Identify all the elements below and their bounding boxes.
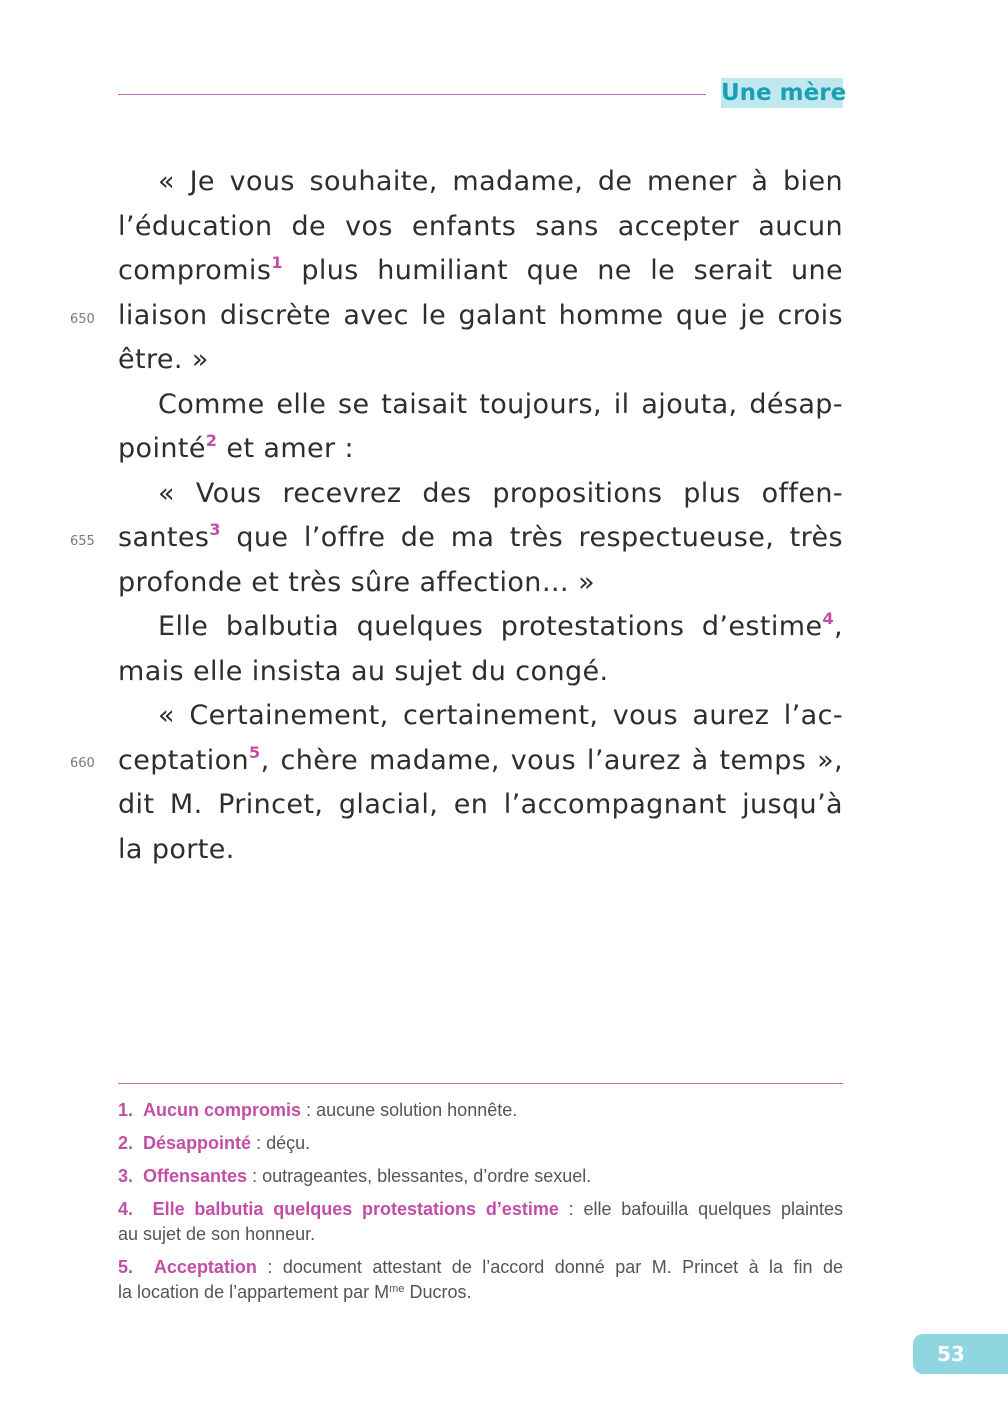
footnotes-rule xyxy=(118,1083,843,1084)
text-line: « Je vous souhaite, madame, de mener à bien xyxy=(158,166,843,197)
text-line: Elle balbutia quelques protestations d’estime$^4$, xyxy=(158,609,843,642)
main-text xyxy=(118,160,843,872)
text-line: dit M. Princet, glacial, en l’accompagnant jusqu’à xyxy=(118,789,843,820)
footnote-term: Désappointé xyxy=(143,1133,252,1153)
text-line: santes$^3$ que l’offre de ma très respectueuse, très xyxy=(118,520,843,553)
footnote: 4. Elle balbutia quelques protestations d’estime : elle bafouilla quelques plaintes au sujet de son honneur. xyxy=(118,1197,843,1247)
footnote-ref[interactable]: 2 xyxy=(205,431,218,450)
footnote-ref[interactable]: 4 xyxy=(822,609,835,628)
text-line: liaison discrète avec le galant homme que je crois xyxy=(118,299,843,331)
footnote: 2. Désappointé : déçu. xyxy=(118,1133,311,1153)
text-line: « Certainement, certainement, vous aurez l’ac- xyxy=(158,700,843,731)
text-line: être. » xyxy=(118,344,209,375)
text-line: la porte. xyxy=(118,833,235,865)
footnote-definition: document attestant de l’accord donné par M. Princet à la fin de xyxy=(282,1257,843,1277)
text-line: pointé$^2$ et amer : xyxy=(118,431,355,464)
footnote: 5. Acceptation : document attestant de l’accord donné par M. Princet à la fin de la location de l’appartement par $M^{me}$ Ducros. xyxy=(118,1255,843,1305)
footnote-ref[interactable]: 5 xyxy=(249,742,261,762)
line-number: 655 xyxy=(70,534,95,549)
line-number: 650 xyxy=(70,312,95,327)
footnote-ref[interactable]: 3 xyxy=(209,520,221,539)
footnote-definition: aucune solution honnête. xyxy=(316,1100,518,1120)
text-line: Comme elle se taisait toujours, il ajouta, désap- xyxy=(158,388,843,420)
footnote-definition: la location de l’appartement par $M^{me}$ Ducros. xyxy=(118,1282,472,1302)
text-line: « Vous recevrez des propositions plus offen- xyxy=(158,477,843,509)
footnote-term: Elle balbutia quelques protestations d’estime xyxy=(152,1199,559,1219)
text-line: ceptation$^5$, chère madame, vous l’aurez à temps », xyxy=(118,742,843,776)
footnote-term: Offensantes xyxy=(143,1166,248,1186)
footnote-definition: déçu. xyxy=(266,1133,311,1153)
text-line: l’éducation de vos enfants sans accepter aucun xyxy=(118,210,843,242)
footnote-definition: outrageantes, blessantes, d’ordre sexuel. xyxy=(262,1166,592,1186)
text-line: compromis$^1$ plus humiliant que ne le serait une xyxy=(118,253,843,286)
footnote-definition: elle bafouilla quelques plaintes xyxy=(583,1199,843,1219)
footnote-term: Acceptation xyxy=(153,1257,257,1277)
text-line: profonde et très sûre affection… » xyxy=(118,566,596,598)
chapter-title: Une mère xyxy=(721,80,847,106)
footnote: 3. Offensantes : outrageantes, blessantes, d’ordre sexuel. xyxy=(118,1166,592,1186)
page-number: 53 xyxy=(913,1334,1008,1374)
header-rule xyxy=(118,94,706,95)
footnote-term: Aucun compromis xyxy=(143,1100,302,1120)
footnote: 1. Aucun compromis : aucune solution honnête. xyxy=(118,1100,518,1120)
footnote-definition: au sujet de son honneur. xyxy=(118,1224,316,1244)
line-number: 660 xyxy=(70,756,95,771)
footnotes xyxy=(118,1098,843,1313)
footnote-ref[interactable]: 1 xyxy=(271,253,283,272)
text-line: mais elle insista au sujet du congé. xyxy=(118,655,609,687)
